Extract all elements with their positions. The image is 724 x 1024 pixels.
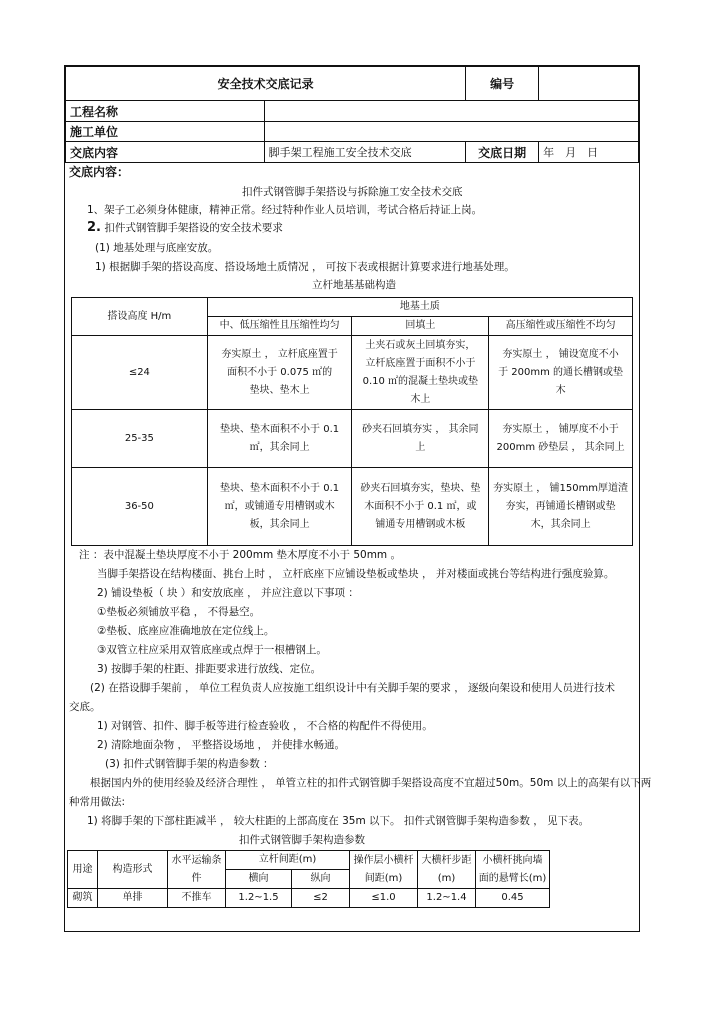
table-cell: 1.2~1.5 [226,889,292,908]
cell-line: 面积不小于 0.075 ㎡的 [227,366,333,378]
table-cell: ≤2 [292,889,350,908]
paragraph: 2) 清除地面杂物 ， 平整搭设场地 ， 并使排水畅通。 [97,739,345,751]
table-header-spacing: 立杆间距(m) [226,851,350,870]
table-header-use: 用途 [68,851,98,889]
paragraph-number: 2. [87,220,101,235]
table-header-form: 构造形式 [98,851,168,889]
paragraph: 种常用做法: [69,796,126,808]
table-caption: 扣件式钢管脚手架构造参数 [239,834,365,846]
cell-line: (m) [437,872,456,884]
table-cell: 单排 [98,889,168,908]
table-row [72,468,633,546]
cell-line: 200mm 砂垫层 ， 其余同上 [496,441,625,453]
paragraph: 3) 按脚手架的柱距、排距要求进行放线、定位。 [97,663,322,675]
table-cell [489,468,633,546]
cell-line: 铺通专用槽钢或木板 [375,518,466,530]
paragraph: 1) 将脚手架的下部柱距减半 ， 较大柱距的上部高度在 35m 以下。 扣件式钢管脚手架构造参数 ， 见下表。 [87,815,590,827]
cell-line: 件 [191,872,202,884]
cell-line: 上 [415,441,426,453]
number-label: 编号 [466,67,539,101]
table-cell: ≤1.0 [350,889,418,908]
table-header-cell: 高压缩性或压缩性不均匀 [489,317,633,336]
cell-line: 木，其余同上 [530,518,591,530]
cell-line: 操作层小横杆 [353,854,414,866]
table-cell: 25-35 [72,410,208,468]
table-cell [207,336,352,410]
cell-line: 砂夹石回填夯实 ， 其余同 [362,423,479,435]
table-header-cell: 回填土 [352,317,489,336]
table-cell: ≤24 [72,336,208,410]
table-row [72,410,633,468]
table-cell [352,336,489,410]
paragraph: 2) 铺设垫板（ 块 ）和安放底座 ， 并应注意以下事项 ： [97,587,359,599]
cell-line: 夯实原土 ， 铺150mm厚道渣 [493,482,629,494]
table-header-height: 搭设高度 H/m [72,298,208,336]
table-cell: 0.45 [476,889,550,908]
paragraph: 1、架子工必须身体健康，精神正常。经过特种作业人员培训，考试合格后持证上岗。 [87,204,483,216]
paragraph: (2) 在搭设脚手架前 ， 单位工程负责人应按施工组织设计中有关脚手架的要求 ， 逐级向架设和使用人员进行技术 [90,682,616,694]
paragraph-text: 扣件式钢管脚手架搭设的安全技术要求 [104,222,283,234]
table-cell [207,468,352,546]
cell-line: 垫块、垫木面积不小于 0.1 [220,482,340,494]
table-header-cell: 中、低压缩性且压缩性均匀 [207,317,352,336]
table-cell [489,410,633,468]
table-note: 注 ：表中混凝土垫块厚度不小于 200mm 垫木厚度不小于 50mm 。 [79,549,402,561]
cell-line: ㎡，其余同上 [249,441,310,453]
table-cell: 砌筑 [68,889,98,908]
table-caption: 立杆地基基础构造 [312,279,396,291]
date-label: 交底日期 [466,142,539,163]
cell-line: 于 200mm 的通长槽钢或垫 [498,366,624,378]
table-row [72,336,633,410]
number-value[interactable] [539,67,639,101]
table-header-small-bar [350,851,418,889]
cell-line: 垫块、垫木面积不小于 0.1 [220,423,340,435]
table-row [68,889,550,908]
cell-line: 木 [555,384,566,396]
foundation-table [71,297,633,546]
paragraph: 根据国内外的使用经验及经济合理性 ， 单管立柱的扣件式钢管脚手架搭设高度不宜超过50m。50m 以上的高架有以下两 [90,777,652,789]
cell-line: 面的悬臂长(m) [478,872,547,884]
table-header-big-bar [418,851,476,889]
cell-line: 立杆底座置于面积不小于 [365,357,476,369]
content-value: 脚手架工程施工安全技术交底 [264,142,466,163]
paragraph: 当脚手架搭设在结构楼面、挑台上时 ， 立杆底座下应铺设垫板或垫块 ， 并对楼面或挑台等结构进行强度验算。 [97,568,615,580]
table-header-cantilever [476,851,550,889]
table-cell: 36-50 [72,468,208,546]
cell-line: 垫块、垫木上 [249,384,310,396]
table-header-soil: 地基土质 [207,298,632,317]
table-cell [352,410,489,468]
cell-line: ㎡，或铺通专用槽钢或木 [224,500,335,512]
table-cell [352,468,489,546]
cell-line: 木面积不小于 0.1 ㎡，或 [364,500,477,512]
cell-line: 夯实原土 ， 铺厚度不小于 [502,423,619,435]
page-title: 安全技术交底记录 [66,67,466,101]
paragraph: 交底。 [69,701,101,713]
paragraph: (3) 扣件式钢管脚手架的构造参数 ： [105,758,274,770]
cell-line: 0.10 ㎡的混凝土垫块或垫 [362,375,479,387]
table-cell: 1.2~1.4 [418,889,476,908]
cell-line: 夯实原土 ， 立杆底座置于 [221,348,338,360]
project-name-value[interactable] [264,101,638,122]
scaffold-params-table [67,850,550,908]
paragraph: 1) 对钢管、扣件、脚手板等进行检查验收 ， 不合格的构配件不得使用。 [97,720,433,732]
table-header-longitudinal: 纵向 [292,870,350,889]
table-header-lateral: 横向 [226,870,292,889]
content-label: 交底内容 [66,142,265,163]
doc-title: 扣件式钢管脚手架搭设与拆除施工安全技术交底 [242,186,463,198]
cell-line: 大横杆步距 [421,854,472,866]
cell-line: 土夹石或灰土回填夯实， [365,339,476,351]
cell-line: 夯实原土 ， 铺设宽度不小 [502,348,619,360]
header-table [65,66,639,163]
cell-line: 间距(m) [364,872,403,884]
paragraph [87,221,283,235]
cell-line: 水平运输条 [171,854,222,866]
construction-unit-label: 施工单位 [66,122,265,142]
cell-line: 夯实，再铺通长槽钢或垫 [505,500,616,512]
disclosure-record-form [64,65,652,932]
paragraph: ③双管立柱应采用双管底座或点焊于一根槽钢上。 [97,644,327,656]
paragraph: (1) 地基处理与底座安放。 [95,242,219,254]
section-label: 交底内容： [69,165,130,179]
table-header-transport [168,851,226,889]
cell-line: 小横杆挑向墙 [482,854,543,866]
project-name-label: 工程名称 [66,101,265,122]
table-cell: 不推车 [168,889,226,908]
date-value[interactable]: 年 月 日 [539,142,639,163]
construction-unit-value[interactable] [264,122,638,142]
table-cell [489,336,633,410]
paragraph: ②垫板、底座应准确地放在定位线上。 [97,625,275,637]
cell-line: 砂夹石回填夯实，垫块、垫 [360,482,481,494]
cell-line: 板，其余同上 [249,518,310,530]
cell-line: 木上 [410,393,431,405]
table-cell [207,410,352,468]
paragraph: 1) 根据脚手架的搭设高度、搭设场地土质情况 ， 可按下表或根据计算要求进行地基处理。 [95,261,515,273]
paragraph: ①垫板必须铺放平稳 ， 不得悬空。 [97,606,261,618]
